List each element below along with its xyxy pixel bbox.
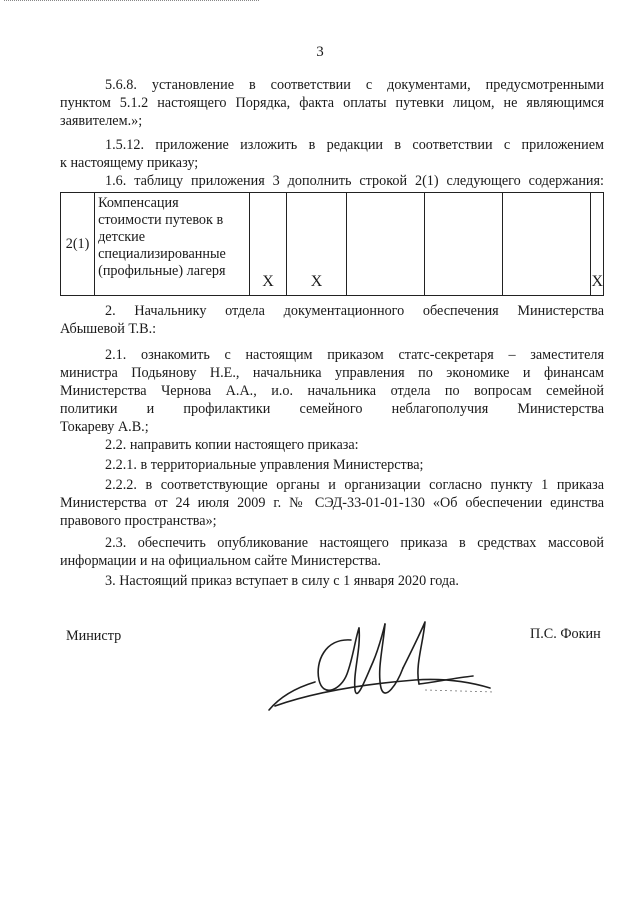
paragraph-line: 5.6.8. установление в соответствии с документами, предусмотренными — [105, 77, 604, 93]
paragraph-line: 1.5.12. приложение изложить в редакции в соответствии с приложением — [105, 137, 604, 153]
table-row-addition — [60, 192, 604, 296]
paragraph-line: правового пространства»; — [60, 513, 217, 529]
name-line: (профильные) лагеря — [98, 263, 226, 279]
page-number: 3 — [316, 44, 324, 60]
table-cell-mark — [425, 193, 503, 296]
signatory-position: Министр — [66, 628, 122, 644]
name-line: детские — [98, 229, 146, 245]
paragraph-line: 2.2.1. в территориальные управления Министерства; — [105, 457, 424, 473]
name-line: стоимости путевок в — [98, 212, 224, 228]
table-cell-mark — [502, 193, 591, 296]
paragraph-line: 2. Начальнику отдела документационного обеспечения Министерства — [105, 303, 604, 319]
signatory-name: П.С. Фокин — [530, 626, 601, 642]
table-cell-mark — [347, 193, 425, 296]
paragraph-line: Токареву А.В.; — [60, 419, 149, 435]
paragraph-line: 2.2. направить копии настоящего приказа: — [105, 437, 359, 453]
table-cell-number: 2(1) — [61, 193, 95, 296]
paragraph-line: министра Подьянову Н.Е., начальника управления по экономике и финансам — [60, 365, 604, 381]
name-line: специализированные — [98, 246, 226, 262]
paragraph-line: заявителем.»; — [60, 113, 143, 129]
paragraph-line: Абышевой Т.В.: — [60, 321, 157, 337]
paragraph-line: 2.3. обеспечить опубликование настоящего приказа в средствах массовой — [105, 535, 604, 551]
paragraph-line: 2.1. ознакомить с настоящим приказом статс-секретаря – заместителя — [105, 347, 604, 363]
paragraph-line: 2.2.2. в соответствующие органы и организации согласно пункту 1 приказа — [105, 477, 604, 493]
handwritten-signature — [255, 610, 515, 720]
paragraph-line: Министерства от 24 июля 2009 г. № СЭД-33-01-01-130 «Об обеспечении единства — [60, 495, 604, 511]
table-row — [61, 193, 604, 296]
table-cell-mark: X — [591, 193, 604, 296]
paragraph-line: 3. Настоящий приказ вступает в силу с 1 января 2020 года. — [105, 573, 459, 589]
paragraph-line: политики и профилактики семейного неблагополучия Министерства — [60, 401, 604, 417]
paragraph-line: пунктом 5.1.2 настоящего Порядка, факта оплаты путевки лицом, не являющимся — [60, 95, 604, 111]
table-cell-name — [95, 193, 250, 296]
table-cell-mark: X — [250, 193, 287, 296]
paragraph-line: к настоящему приказу; — [60, 155, 199, 171]
paragraph-line: Министерства Чернова А.А., и.о. начальника отдела по вопросам семейной — [60, 383, 604, 399]
name-line: Компенсация — [98, 195, 179, 211]
paragraph-line: информации и на официальном сайте Министерства. — [60, 553, 381, 569]
scan-edge-mark — [4, 0, 259, 5]
paragraph-line: 1.6. таблицу приложения 3 дополнить строкой 2(1) следующего содержания: — [105, 173, 604, 189]
table-cell-mark: X — [286, 193, 346, 296]
